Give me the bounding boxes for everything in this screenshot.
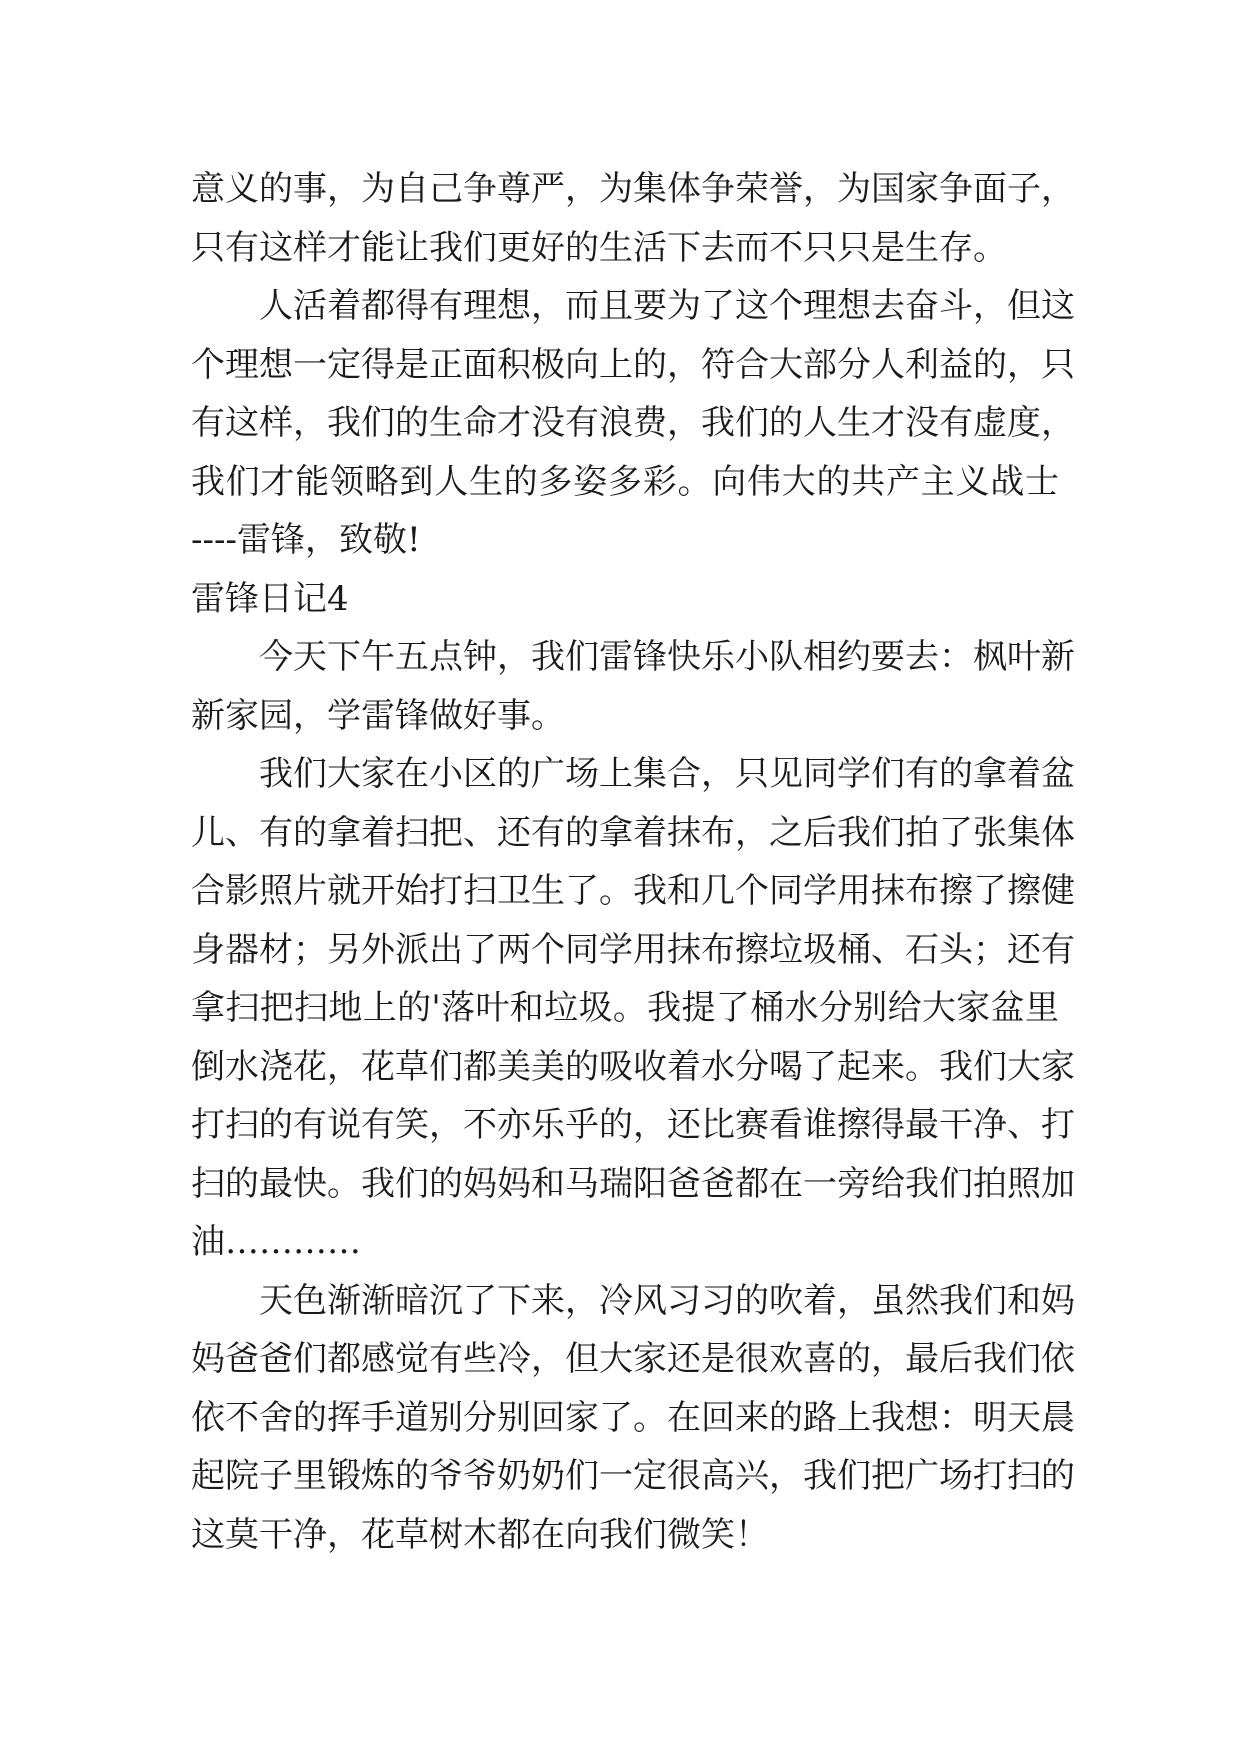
text-line: ----雷锋，致敬! <box>191 520 421 560</box>
text-line: 只有这样才能让我们更好的生活下去而不只只是生存。 <box>191 227 1007 268</box>
text-line: 身器材；另外派出了两个同学用抹布擦垃圾桶、石头；还有 <box>191 929 1075 970</box>
document-body <box>191 160 1075 1564</box>
text-line: 人活着都得有理想，而且要为了这个理想去奋斗，但这 <box>259 286 1075 326</box>
text-line: 拿扫把扫地上的'落叶和垃圾。我提了桶水分别给大家盆里 <box>191 988 1059 1028</box>
text-line: 这莫干净，花草树木都在向我们微笑！ <box>191 1514 769 1555</box>
text-line: 个理想一定得是正面积极向上的，符合大部分人利益的，只 <box>191 344 1075 385</box>
text-line: 我们才能领略到人生的多姿多彩。向伟大的共产主义战士 <box>191 461 1059 502</box>
text-line: 有这样，我们的生命才没有浪费，我们的人生才没有虚度， <box>191 403 1075 443</box>
text-line: 意义的事，为自己争尊严，为集体争荣誉，为国家争面子， <box>191 169 1075 209</box>
text-line: 我们大家在小区的广场上集合，只见同学们有的拿着盆 <box>259 754 1075 794</box>
text-line: 妈爸爸们都感觉有些冷，但大家还是很欢喜的，最后我们依 <box>191 1339 1075 1379</box>
text-line: 依不舍的挥手道别分别回家了。在回来的路上我想：明天晨 <box>191 1397 1075 1438</box>
text-line: 倒水浇花，花草们都美美的吸收着水分喝了起来。我们大家 <box>191 1046 1075 1087</box>
text-line: 扫的最快。我们的妈妈和马瑞阳爸爸都在一旁给我们拍照加 <box>191 1163 1075 1204</box>
text-line: 油………… <box>191 1222 361 1262</box>
text-line: 今天下午五点钟，我们雷锋快乐小队相约要去：枫叶新 <box>259 637 1075 677</box>
text-line: 打扫的有说有笑，不亦乐乎的，还比赛看谁擦得最干净、打 <box>191 1105 1075 1145</box>
text-line: 合影照片就开始打扫卫生了。我和几个同学用抹布擦了擦健 <box>191 871 1075 911</box>
section-heading: 雷锋日记4 <box>191 578 349 619</box>
text-line: 起院子里锻炼的爷爷奶奶们一定很高兴，我们把广场打扫的 <box>191 1456 1075 1496</box>
text-line: 新家园，学雷锋做好事。 <box>191 695 565 736</box>
text-line: 儿、有的拿着扫把、还有的拿着抹布，之后我们拍了张集体 <box>191 812 1075 853</box>
text-line: 天色渐渐暗沉了下来，冷风习习的吹着，虽然我们和妈 <box>259 1280 1075 1321</box>
